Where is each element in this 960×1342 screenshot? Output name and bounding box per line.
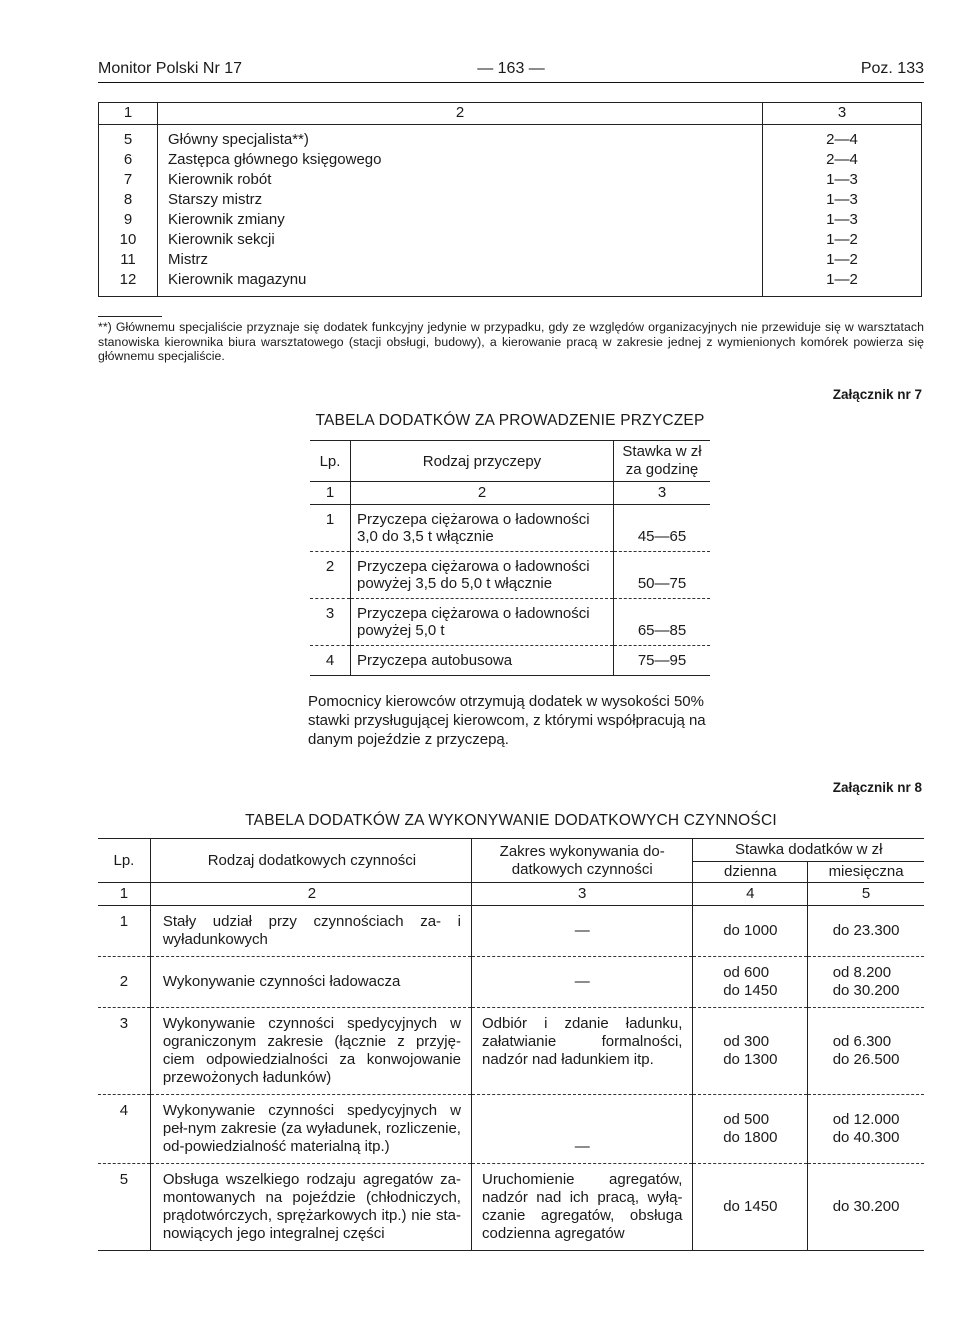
column-number: 1 xyxy=(99,103,158,125)
daily-rate-line1: od 300 xyxy=(723,1033,770,1050)
row-number: 3 xyxy=(310,599,351,646)
row-number: 7 xyxy=(99,170,158,190)
header-rate-line2: za godzinę xyxy=(625,461,699,478)
row-number: 4 xyxy=(98,1095,150,1164)
position-name: Kierownik zmiany xyxy=(158,210,763,230)
trailer-type-line2: powyżej 5,0 t xyxy=(357,622,445,639)
header-scope-line1: Zakres wykonywania do- xyxy=(499,842,665,860)
column-number: 3 xyxy=(471,883,692,906)
table-row xyxy=(310,646,710,676)
hourly-rate: 45—65 xyxy=(614,505,711,552)
trailer-type-line1: Przyczepa ciężarowa o ładowności xyxy=(357,511,590,528)
row-number: 9 xyxy=(99,210,158,230)
table-row xyxy=(99,230,922,250)
annex-7-title: TABELA DODATKÓW ZA PROWADZENIE PRZYCZEP xyxy=(315,412,705,429)
header-trailer-type: Rodzaj przyczepy xyxy=(351,441,614,482)
hourly-rate: 75—95 xyxy=(614,646,711,676)
trailer-type-line1: Przyczepa ciężarowa o ładowności xyxy=(357,558,590,575)
row-number: 11 xyxy=(99,250,158,270)
activity-description: Obsługa wszelkiego rodzaju agregatów za-montowanych na pojeździe (chłodniczych, prądotwórczych, sprężarkowych itp.) nie sta-nowiących jego integralnej części xyxy=(150,1164,471,1251)
publication-name: Monitor Polski Nr 17 xyxy=(98,60,243,77)
position-name: Zastępca głównego księgowego xyxy=(158,150,763,170)
row-number: 2 xyxy=(310,552,351,599)
daily-rate xyxy=(693,906,808,957)
header-rate-line1: Stawka w zł xyxy=(622,443,702,460)
trailer-type xyxy=(351,552,614,599)
column-number: 3 xyxy=(763,103,922,125)
range-value: 2—4 xyxy=(763,125,922,151)
trailer-type-line1: Przyczepa ciężarowa o ładowności xyxy=(357,605,590,622)
column-numbers-row xyxy=(98,883,924,906)
row-number: 10 xyxy=(99,230,158,250)
activity-description: Wykonywanie czynności ładowacza xyxy=(150,957,471,1008)
table-row xyxy=(98,1008,924,1095)
table-row xyxy=(99,125,922,151)
column-number: 2 xyxy=(150,883,471,906)
daily-rate xyxy=(693,1008,808,1095)
annex-8-label: Załącznik nr 8 xyxy=(832,780,922,795)
daily-rate xyxy=(693,1095,808,1164)
row-number: 1 xyxy=(98,906,150,957)
page-header xyxy=(98,60,924,82)
row-number: 6 xyxy=(99,150,158,170)
position-name: Kierownik robót xyxy=(158,170,763,190)
table-header-row xyxy=(310,441,710,482)
table-row xyxy=(310,599,710,646)
position-name: Mistrz xyxy=(158,250,763,270)
daily-rate-line1: od 500 xyxy=(723,1111,770,1128)
daily-rate-line1: od 600 xyxy=(723,964,770,981)
activity-scope: Odbiór i zdanie ładunku, załatwianie formalności, nadzór nad ładunkiem itp. xyxy=(471,1008,692,1095)
activity-description: Wykonywanie czynności spedycyjnych w peł-nym zakresie (za wyładunek, rozliczenie, od-powiedzialność materialną itp.) xyxy=(150,1095,471,1164)
footnote-rule xyxy=(98,316,162,317)
monthly-rate-line2: do 26.500 xyxy=(832,1051,900,1068)
range-value: 2—4 xyxy=(763,150,922,170)
monthly-rate-line2: do 30.200 xyxy=(832,982,900,999)
monthly-rate-line1: od 6.300 xyxy=(832,1033,892,1050)
range-value: 1—3 xyxy=(763,170,922,190)
daily-rate xyxy=(693,957,808,1008)
table-row xyxy=(99,250,922,270)
row-number: 3 xyxy=(98,1008,150,1095)
table-row xyxy=(99,170,922,190)
additional-activities-table xyxy=(98,838,924,1251)
column-number: 4 xyxy=(693,883,808,906)
position-name: Kierownik sekcji xyxy=(158,230,763,250)
row-number: 1 xyxy=(310,505,351,552)
table-row xyxy=(310,505,710,552)
column-number: 2 xyxy=(158,103,763,125)
annex-7-label: Załącznik nr 7 xyxy=(832,387,922,402)
monthly-rate-line2: do 40.300 xyxy=(832,1129,900,1146)
monthly-rate-line1: do 30.200 xyxy=(832,1198,900,1215)
row-number: 5 xyxy=(99,125,158,151)
position-number: Poz. 133 xyxy=(860,60,924,77)
daily-rate xyxy=(693,1164,808,1251)
header-activity-type: Rodzaj dodatkowych czynności xyxy=(150,839,471,883)
range-value: 1—2 xyxy=(763,250,922,270)
hourly-rate: 65—85 xyxy=(614,599,711,646)
table-row xyxy=(98,906,924,957)
table-header-row xyxy=(99,103,922,125)
column-number: 2 xyxy=(351,482,614,505)
position-name: Starszy mistrz xyxy=(158,190,763,210)
hourly-rate: 50—75 xyxy=(614,552,711,599)
monthly-rate-line1: od 8.200 xyxy=(832,964,892,981)
monthly-rate xyxy=(808,1164,924,1251)
assistant-drivers-note: Pomocnicy kierowców otrzymują dodatek w wysokości 50% stawki przysługującej kierowcom, z którymi współpracują na danym pojeździe z przyczepą. xyxy=(308,693,706,748)
table-header-row xyxy=(98,839,924,862)
header-scope xyxy=(471,839,692,883)
row-number: 2 xyxy=(98,957,150,1008)
page-number: — 163 — xyxy=(477,60,545,77)
trailer-type xyxy=(351,505,614,552)
daily-rate-line2: do 1450 xyxy=(723,982,778,999)
range-value: 1—2 xyxy=(763,230,922,250)
column-number: 1 xyxy=(98,883,150,906)
table-row xyxy=(99,210,922,230)
daily-rate-line1: do 1000 xyxy=(723,922,778,939)
monthly-rate-line1: do 23.300 xyxy=(832,922,900,939)
monthly-rate xyxy=(808,957,924,1008)
monthly-rate-line1: od 12.000 xyxy=(832,1111,900,1128)
table-row xyxy=(99,150,922,170)
daily-rate-line2: do 1800 xyxy=(723,1129,778,1146)
header-rate xyxy=(614,441,711,482)
monthly-rate xyxy=(808,1008,924,1095)
footnote-text: **) Głównemu specjaliście przyznaje się dodatek funkcyjny jedynie w przypadku, gdy ze względów organizacyjnych nie przewiduje się w warsztatach stanowiska kierownika biura warsztatowego (stacji obsługi, budowy), a kierowanie pracą w zakresie jednej z wymienionych komórek powierza się głównemu specjaliście. xyxy=(98,320,924,363)
header-scope-line2: datkowych czynności xyxy=(511,860,653,878)
activity-description: Stały udział przy czynnościach za- i wyładunkowych xyxy=(150,906,471,957)
table-row xyxy=(98,957,924,1008)
monthly-rate xyxy=(808,906,924,957)
trailer-type-line2: powyżej 3,5 do 5,0 t włącznie xyxy=(357,575,553,592)
row-number: 4 xyxy=(310,646,351,676)
daily-rate-line1: do 1450 xyxy=(723,1198,778,1215)
column-number: 1 xyxy=(310,482,351,505)
table-row xyxy=(99,190,922,210)
allowance-ranges-table xyxy=(98,102,922,297)
column-number: 3 xyxy=(614,482,711,505)
activity-scope: Uruchomienie agregatów, nadzór nad ich pracą, wyłą-czanie agregatów, obsługa codzienna agregatów xyxy=(471,1164,692,1251)
activity-description: Wykonywanie czynności spedycyjnych w ograniczonym zakresie (łącznie z przyję-ciem odpowiedzialności za konwojowanie przewożonych ładunków) xyxy=(150,1008,471,1095)
trailer-type-line2: 3,0 do 3,5 t włącznie xyxy=(357,528,494,545)
row-number: 5 xyxy=(98,1164,150,1251)
trailer-type xyxy=(351,599,614,646)
range-value: 1—2 xyxy=(763,270,922,297)
position-name: Główny specjalista**) xyxy=(158,125,763,151)
header-daily: dzienna xyxy=(693,862,808,883)
activity-scope: — xyxy=(471,957,692,1008)
row-number: 12 xyxy=(99,270,158,297)
position-name: Kierownik magazynu xyxy=(158,270,763,297)
header-lp: Lp. xyxy=(98,839,150,883)
column-numbers-row xyxy=(310,482,710,505)
header-lp: Lp. xyxy=(310,441,351,482)
column-number: 5 xyxy=(808,883,924,906)
activity-scope: — xyxy=(471,906,692,957)
trailer-type: Przyczepa autobusowa xyxy=(351,646,614,676)
row-number: 8 xyxy=(99,190,158,210)
monthly-rate xyxy=(808,1095,924,1164)
trailer-allowance-table xyxy=(310,440,710,676)
table-row xyxy=(310,552,710,599)
activity-scope: — xyxy=(471,1095,692,1164)
table-row xyxy=(98,1095,924,1164)
table-row xyxy=(99,270,922,297)
daily-rate-line2: do 1300 xyxy=(723,1051,778,1068)
range-value: 1—3 xyxy=(763,210,922,230)
header-rule xyxy=(98,82,924,83)
table-row xyxy=(98,1164,924,1251)
header-monthly: miesięczna xyxy=(808,862,924,883)
annex-8-title: TABELA DODATKÓW ZA WYKONYWANIE DODATKOWYCH CZYNNOŚCI xyxy=(245,812,777,829)
range-value: 1—3 xyxy=(763,190,922,210)
header-rate: Stawka dodatków w zł xyxy=(693,839,924,862)
